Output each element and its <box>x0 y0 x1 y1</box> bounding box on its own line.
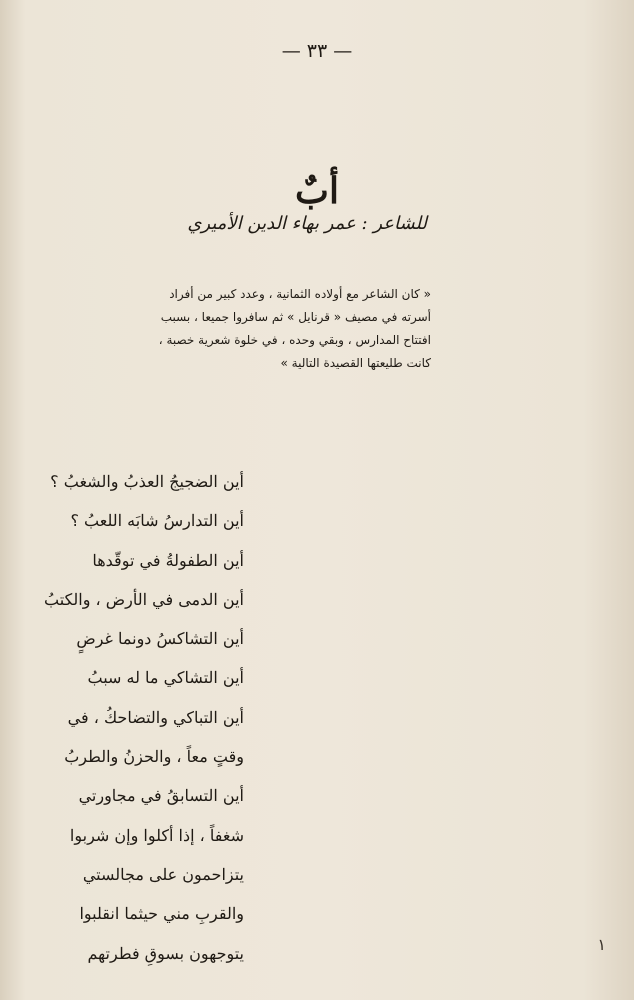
intro-paragraph <box>131 283 431 375</box>
poem-line: أين التباكي والتضاحكُ ، في <box>67 707 244 727</box>
poem-line: شغفاً ، إذا أكلوا وإن شربوا <box>69 825 244 845</box>
poem-line: أين الضجيجُ العذبُ والشغبُ ؟ <box>50 472 244 491</box>
poem-line: وقتٍ معاً ، والحزنُ والطربُ <box>64 747 244 767</box>
margin-mark: ١ <box>597 935 606 954</box>
poem-line: يتوجهون بسوقِ فطرتهم <box>87 943 244 963</box>
intro-line: أسرته في مصيف « قرنايل » ثم سافروا جميعا ، بسبب <box>160 310 431 324</box>
poem-line: أين التسابقُ في مجاورتي <box>78 786 244 806</box>
poem-line: أين الدمى في الأرض ، والكتبُ <box>44 589 244 609</box>
poem-line: أين التدارسُ شابَه اللعبُ ؟ <box>70 511 244 531</box>
poem-author: للشاعر : عمر بهاء الدين الأميري <box>187 213 427 234</box>
poem-line: أين التشاكسُ دونما غرضٍ <box>76 629 244 649</box>
poem-line: أين التشاكي ما له سببُ <box>87 668 244 688</box>
poem-line: أين الطفولةُ في توقّدها <box>92 550 244 570</box>
intro-line: « كان الشاعر مع أولاده الثمانية ، وعدد كبير من أفراد <box>169 287 431 301</box>
page-number: — ٣٣ — <box>281 40 353 62</box>
poem-title: أبٌ <box>295 170 339 212</box>
poem-line: يتزاحمون على مجالستي <box>82 864 244 884</box>
poem-line: والقربِ مني حيثما انقلبوا <box>79 904 244 924</box>
poem-body <box>44 462 244 973</box>
intro-line: كانت طليعتها القصيدة التالية » <box>280 356 431 370</box>
intro-line: افتتاح المدارس ، وبقي وحده ، في خلوة شعرية خصبة ، <box>158 333 431 347</box>
